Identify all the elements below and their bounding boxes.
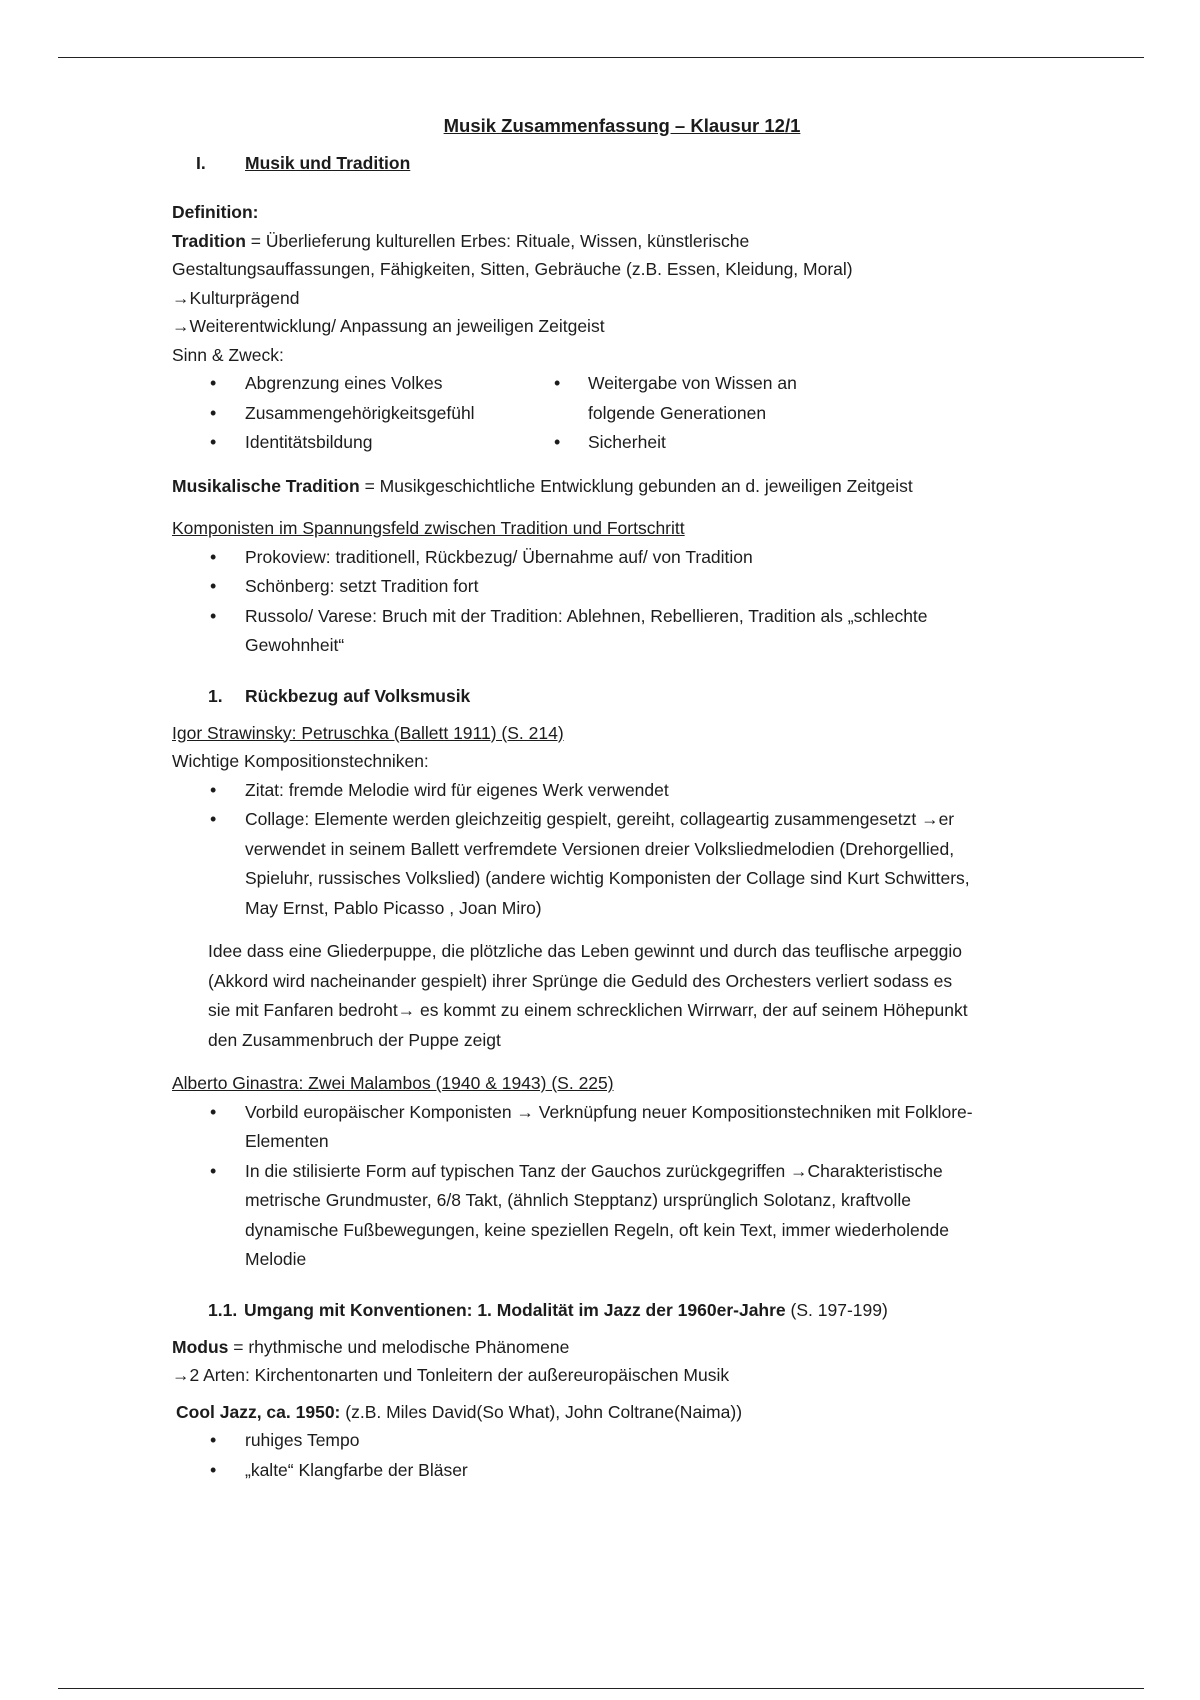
list-item: • Prokoview: traditionell, Rückbezug/ Übernahme auf/ von Tradition (172, 543, 1072, 573)
cool-jazz-term: Cool Jazz, ca. 1950: (176, 1401, 341, 1422)
list-item: • In die stilisierte Form auf typischen Tanz der Gauchos zurückgegriffen →Charakteristische metrische Grundmuster, 6/8 Takt, (ähnlich Stepptanz) ursprünglich Solotanz, kraftvolle dynamische Fußbewegungen, keine speziellen Regeln, oft kein Text, immer wiederholende Melodie (172, 1157, 1005, 1275)
strawinsky-heading: Igor Strawinsky: Petruschka (Ballett 1911) (S. 214) (172, 722, 564, 743)
sinn-zweck-list-left (172, 369, 550, 458)
cool-jazz-heading: Cool Jazz, ca. 1950: (z.B. Miles David(So What), John Coltrane(Naima)) (176, 1401, 743, 1422)
section-heading-musik-und-tradition (172, 148, 1072, 178)
list-item: • Vorbild europäischer Komponisten → Verknüpfung neuer Kompositionstechniken mit Folklore-Elementen (172, 1098, 997, 1157)
list-item: • „kalte“ Klangfarbe der Bläser (172, 1456, 1072, 1486)
section-number: I. (196, 153, 206, 173)
list-item: • Weitergabe von Wissen an folgende Generationen (550, 369, 848, 428)
top-rule (58, 57, 1144, 58)
list-item: • Identitätsbildung (172, 428, 550, 458)
musikalische-tradition-definition: Musikalische Tradition = Musikgeschichtliche Entwicklung gebunden an d. jeweiligen Zeitgeist (172, 475, 913, 496)
document-page (172, 112, 1072, 1485)
subsection-number: 1.1. (208, 1299, 238, 1320)
modus-term: Modus (172, 1336, 229, 1357)
section-title: Musik und Tradition (245, 153, 411, 173)
arrow-kulturpraegend: →Kulturprägend (172, 287, 300, 308)
musikalische-tradition-term: Musikalische Tradition (172, 475, 360, 496)
petruschka-paragraph: Idee dass eine Gliederpuppe, die plötzliche das Leben gewinnt und durch das teuflische arpeggio (Akkord wird nacheinander gespielt) ihrer Sprünge die Geduld des Orchesters verliert sodass es sie mit Fanfaren bedroht→ es kommt zu einem schrecklichen Wirrwarr, der auf seinem Höhepunkt den Zusammenbruch der Puppe zeigt (208, 941, 968, 1050)
kompositionstechniken-label: Wichtige Kompositionstechniken: (172, 751, 429, 771)
subsection-heading-rueckbezug (172, 681, 1072, 711)
cool-jazz-list (172, 1426, 1072, 1485)
modus-definition: Modus = rhythmische und melodische Phänomene (172, 1336, 570, 1357)
list-item: • Sicherheit (550, 428, 1030, 458)
list-item: • Zusammengehörigkeitsgefühl (172, 399, 550, 429)
subsection-heading-modalitaet (172, 1295, 1072, 1325)
komponisten-list (172, 543, 1072, 661)
list-item: • ruhiges Tempo (172, 1426, 1072, 1456)
list-item: • Russolo/ Varese: Bruch mit der Tradition: Ablehnen, Rebellieren, Tradition als „schlechte Gewohnheit“ (172, 602, 965, 661)
list-item: • Schönberg: setzt Tradition fort (172, 572, 1072, 602)
list-item: • Zitat: fremde Melodie wird für eigenes Werk verwendet (172, 776, 1072, 806)
ginastra-heading: Alberto Ginastra: Zwei Malambos (1940 & 1943) (S. 225) (172, 1073, 614, 1093)
bottom-rule (58, 1688, 1144, 1689)
document-title: Musik Zusammenfassung – Klausur 12/1 (443, 115, 801, 136)
subsection-number: 1. (208, 685, 223, 706)
subsection-title: Umgang mit Konventionen: 1. Modalität im Jazz der 1960er-Jahre (244, 1299, 786, 1320)
tradition-definition-continued: Gestaltungsauffassungen, Fähigkeiten, Sitten, Gebräuche (z.B. Essen, Kleidung, Moral) (172, 259, 853, 279)
kompositionstechniken-list (172, 776, 1072, 924)
subsection-title: Rückbezug auf Volksmusik (245, 685, 471, 706)
ginastra-list (172, 1098, 1072, 1275)
modus-arten: →2 Arten: Kirchentonarten und Tonleitern der außereuropäischen Musik (172, 1365, 730, 1385)
list-item: • Abgrenzung eines Volkes (172, 369, 550, 399)
sinn-zweck-list-right (550, 369, 1030, 458)
komponisten-heading: Komponisten im Spannungsfeld zwischen Tradition und Fortschritt (172, 518, 685, 538)
tradition-term: Tradition (172, 230, 246, 251)
sinn-zweck-label: Sinn & Zweck: (172, 344, 284, 365)
subsection-pages: (S. 197-199) (785, 1299, 888, 1320)
tradition-definition: Tradition = Überlieferung kulturellen Erbes: Rituale, Wissen, künstlerische (172, 230, 750, 251)
definition-label: Definition: (172, 202, 259, 222)
arrow-weiterentwicklung: →Weiterentwicklung/ Anpassung an jeweiligen Zeitgeist (172, 316, 605, 336)
list-item: • Collage: Elemente werden gleichzeitig gespielt, gereiht, collageartig zusammengesetzt →er verwendet in seinem Ballett verfremdete Versionen dreier Volksliedmelodien (Drehorgellied, Spieluhr, russisches Volkslied) (andere wichtig Komponisten der Collage sind Kurt Schwitters, May Ernst, Pablo Picasso , Joan Miro) (172, 805, 997, 923)
sinn-zweck-columns (172, 369, 1072, 458)
